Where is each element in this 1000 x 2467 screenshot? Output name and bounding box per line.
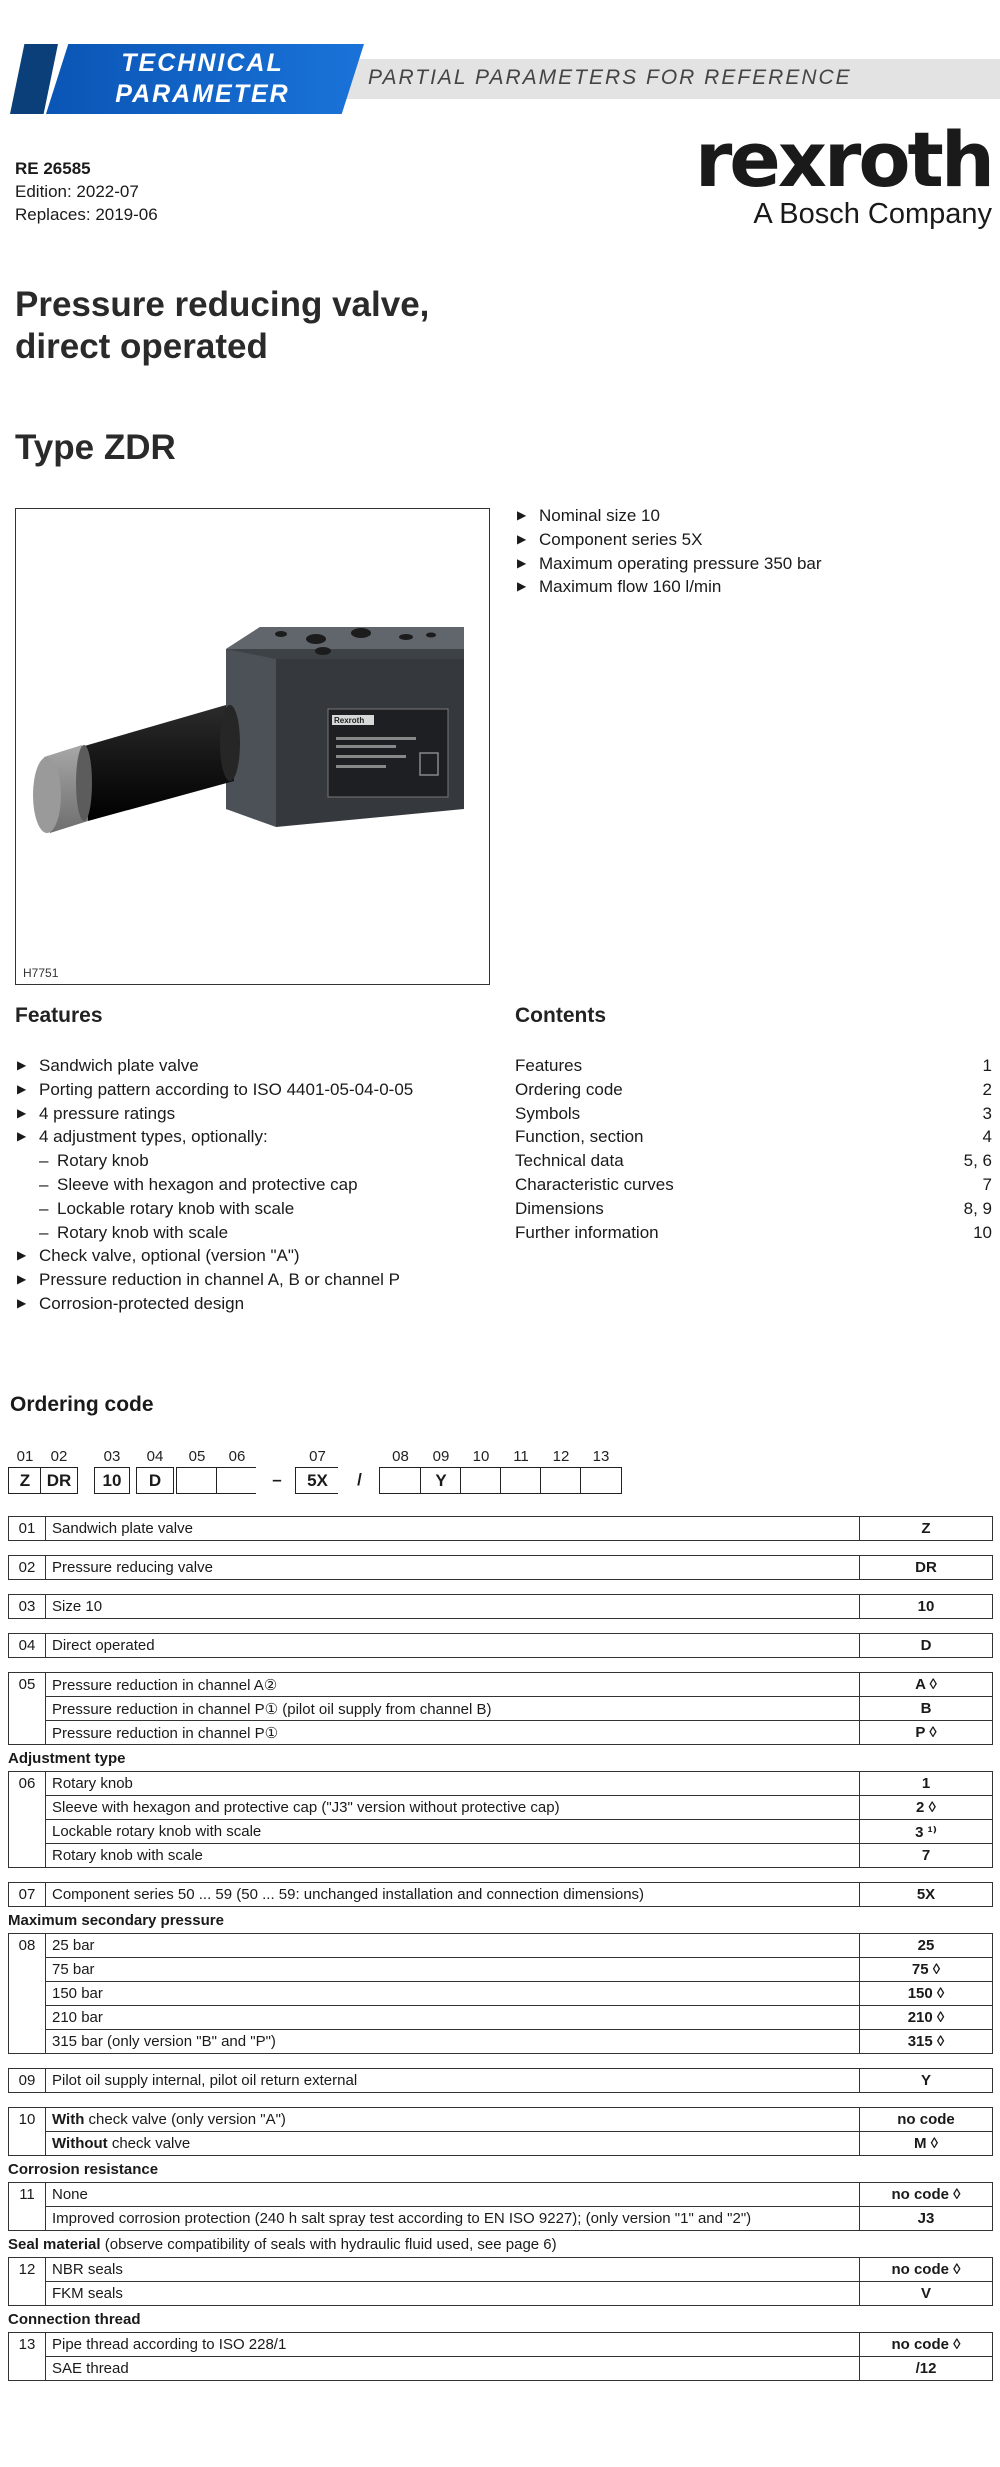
ordering-option-row xyxy=(9,2333,993,2357)
ordering-option-row xyxy=(9,2069,993,2093)
ordering-option-row xyxy=(9,1982,993,2006)
document-number: RE 26585 xyxy=(15,159,91,178)
ordering-position-number: 07 xyxy=(9,1883,46,1907)
code-box xyxy=(176,1467,218,1494)
ordering-option-code: no code ◊ xyxy=(860,2333,993,2357)
ordering-option-code: Y xyxy=(860,2069,993,2093)
highlight-item: ▶ Component series 5X xyxy=(515,528,822,552)
code-position-number: 01 xyxy=(16,1448,34,1465)
ordering-option-description: Without check valve xyxy=(46,2132,860,2156)
ordering-group-label: Maximum secondary pressure xyxy=(8,1912,224,1929)
toc-page: 3 xyxy=(982,1103,992,1123)
feature-subitem: – Lockable rotary knob with scale xyxy=(15,1197,413,1221)
ordering-option-table xyxy=(8,2182,993,2231)
code-box xyxy=(460,1467,502,1494)
ordering-option-description: Pilot oil supply internal, pilot oil return external xyxy=(46,2069,860,2093)
ordering-option-table xyxy=(8,2107,993,2156)
ordering-option-table xyxy=(8,1594,993,1619)
document-edition: Edition: 2022-07 xyxy=(15,182,139,201)
code-position-number: 07 xyxy=(309,1448,326,1465)
ordering-position-number: 13 xyxy=(9,2333,46,2381)
banner-subtitle: PARTIAL PARAMETERS FOR REFERENCE xyxy=(368,66,852,89)
ordering-option-description: 25 bar xyxy=(46,1934,860,1958)
ordering-option-code: no code xyxy=(860,2108,993,2132)
ordering-position-number: 09 xyxy=(9,2069,46,2093)
ordering-option-row xyxy=(9,2258,993,2282)
valve-illustration xyxy=(16,509,489,984)
ordering-option-code: 7 xyxy=(860,1844,993,1868)
ordering-option-description: None xyxy=(46,2183,860,2207)
ordering-group-label: Seal material (observe compatibility of seals with hydraulic fluid used, see page 6) xyxy=(8,2236,557,2253)
banner-title-line2: PARAMETER xyxy=(115,80,290,108)
plate-label: Rexroth xyxy=(334,716,365,725)
ordering-option-row xyxy=(9,1958,993,1982)
ordering-option-description: Rotary knob xyxy=(46,1772,860,1796)
ordering-option-table xyxy=(8,1555,993,1580)
ordering-option-code: 210 ◊ xyxy=(860,2006,993,2030)
toc-label: Symbols xyxy=(515,1103,581,1123)
ordering-option-code: B xyxy=(860,1697,993,1721)
ordering-option-description: Lockable rotary knob with scale xyxy=(46,1820,860,1844)
ordering-position-number: 10 xyxy=(9,2108,46,2156)
ordering-option-code: no code ◊ xyxy=(860,2258,993,2282)
toc-page: 5, 6 xyxy=(963,1151,992,1171)
ordering-option-row xyxy=(9,1697,993,1721)
ordering-position-number: 02 xyxy=(9,1556,46,1580)
document-meta xyxy=(15,157,158,226)
image-caption: H7751 xyxy=(23,966,59,980)
ordering-option-code: DR xyxy=(860,1556,993,1580)
ordering-option-row xyxy=(9,1595,993,1619)
features-heading: Features xyxy=(15,1004,103,1027)
brand-tagline: A Bosch Company xyxy=(753,198,992,230)
code-box: / xyxy=(338,1467,381,1494)
toc-entry[interactable] xyxy=(515,1078,992,1102)
ordering-option-row xyxy=(9,1820,993,1844)
feature-item: ▶ 4 pressure ratings xyxy=(15,1102,413,1126)
ordering-option-row xyxy=(9,1844,993,1868)
ordering-option-code: P ◊ xyxy=(860,1721,993,1745)
ordering-option-description: Sleeve with hexagon and protective cap ("J3" version without protective cap) xyxy=(46,1796,860,1820)
ordering-option-table xyxy=(8,1633,993,1658)
code-box: Z xyxy=(8,1467,42,1494)
ordering-option-row xyxy=(9,1673,993,1697)
ordering-option-description: Pressure reduction in channel P① xyxy=(46,1721,860,1745)
code-position-number: 12 xyxy=(552,1448,570,1465)
ordering-position-number: 12 xyxy=(9,2258,46,2306)
ordering-option-row xyxy=(9,2132,993,2156)
ordering-position-number: 11 xyxy=(9,2183,46,2231)
ordering-option-description: Pressure reduction in channel A② xyxy=(46,1673,860,1697)
ordering-option-table xyxy=(8,2332,993,2381)
ordering-option-description: With check valve (only version "A") xyxy=(46,2108,860,2132)
ordering-option-description: Component series 50 ... 59 (50 ... 59: unchanged installation and connection dimensions) xyxy=(46,1883,860,1907)
ordering-option-description: Pressure reducing valve xyxy=(46,1556,860,1580)
ordering-position-number: 01 xyxy=(9,1517,46,1541)
toc-entry[interactable] xyxy=(515,1197,992,1221)
ordering-option-code: Z xyxy=(860,1517,993,1541)
ordering-option-code: 10 xyxy=(860,1595,993,1619)
ordering-option-description: Improved corrosion protection (240 h salt spray test according to EN ISO 9227); (only version "1" and "2") xyxy=(46,2207,860,2231)
ordering-option-table xyxy=(8,1933,993,2054)
toc-entry[interactable] xyxy=(515,1125,992,1149)
feature-item: ▶ Corrosion-protected design xyxy=(15,1292,413,1316)
ordering-option-code: J3 xyxy=(860,2207,993,2231)
ordering-option-row xyxy=(9,2282,993,2306)
ordering-option-description: Pipe thread according to ISO 228/1 xyxy=(46,2333,860,2357)
ordering-option-description: FKM seals xyxy=(46,2282,860,2306)
table-of-contents xyxy=(515,1054,992,1244)
ordering-position-number: 04 xyxy=(9,1634,46,1658)
code-position-number: 11 xyxy=(513,1448,529,1465)
feature-item: ▶ Pressure reduction in channel A, B or channel P xyxy=(15,1268,413,1292)
code-box xyxy=(379,1467,422,1494)
ordering-option-description: 210 bar xyxy=(46,2006,860,2030)
ordering-option-code: 315 ◊ xyxy=(860,2030,993,2054)
ordering-option-table xyxy=(8,2257,993,2306)
code-position-number: 10 xyxy=(472,1448,490,1465)
code-box: DR xyxy=(40,1467,78,1494)
ordering-option-code: V xyxy=(860,2282,993,2306)
code-box xyxy=(580,1467,622,1494)
code-box: 10 xyxy=(94,1467,130,1494)
ordering-option-row xyxy=(9,1772,993,1796)
code-box: – xyxy=(256,1467,298,1494)
toc-label: Dimensions xyxy=(515,1198,604,1218)
code-position-number: 05 xyxy=(188,1448,206,1465)
ordering-group-label: Adjustment type xyxy=(8,1750,126,1767)
ordering-option-description: Sandwich plate valve xyxy=(46,1517,860,1541)
ordering-option-description: Rotary knob with scale xyxy=(46,1844,860,1868)
code-position-number: 08 xyxy=(392,1448,409,1465)
code-box xyxy=(216,1467,258,1494)
ordering-option-row xyxy=(9,1883,993,1907)
toc-page: 8, 9 xyxy=(963,1198,992,1218)
toc-label: Features xyxy=(515,1056,583,1075)
page-title xyxy=(15,284,515,368)
code-box xyxy=(500,1467,542,1494)
feature-item: ▶ Check valve, optional (version "A") xyxy=(15,1244,413,1268)
toc-label: Characteristic curves xyxy=(515,1174,674,1194)
ordering-option-code: no code ◊ xyxy=(860,2183,993,2207)
feature-item: ▶ Sandwich plate valve xyxy=(15,1054,413,1078)
code-position-number xyxy=(338,1447,381,1467)
ordering-option-description: Size 10 xyxy=(46,1595,860,1619)
type-title: Type ZDR xyxy=(15,428,176,467)
code-box xyxy=(540,1467,582,1494)
document-replaces: Replaces: 2019-06 xyxy=(15,205,158,224)
feature-subitem: – Sleeve with hexagon and protective cap xyxy=(15,1173,413,1197)
ordering-option-row xyxy=(9,1721,993,1745)
feature-subitem: – Rotary knob with scale xyxy=(15,1221,413,1245)
ordering-option-code: 150 ◊ xyxy=(860,1982,993,2006)
ordering-option-code: D xyxy=(860,1634,993,1658)
ordering-group-label: Corrosion resistance xyxy=(8,2161,159,2178)
ordering-option-row xyxy=(9,1556,993,1580)
ordering-option-code: 75 ◊ xyxy=(860,1958,993,1982)
toc-page: 1 xyxy=(982,1056,992,1075)
code-position-number: 13 xyxy=(592,1448,610,1465)
ordering-option-table xyxy=(8,1516,993,1541)
ordering-option-table xyxy=(8,2068,993,2093)
brand-logo xyxy=(694,115,992,230)
ordering-option-table xyxy=(8,1882,993,1907)
toc-label: Further information xyxy=(515,1222,659,1242)
ordering-position-number: 03 xyxy=(9,1595,46,1619)
ordering-option-row xyxy=(9,2030,993,2054)
code-position-number xyxy=(256,1447,298,1467)
highlight-item: ▶ Maximum operating pressure 350 bar xyxy=(515,552,822,576)
ordering-option-row xyxy=(9,2357,993,2381)
ordering-option-table xyxy=(8,1771,993,1868)
code-box: D xyxy=(136,1467,174,1494)
ordering-option-description: 150 bar xyxy=(46,1982,860,2006)
brand-name: rexroth xyxy=(694,115,992,204)
ordering-option-code: 5X xyxy=(860,1883,993,1907)
toc-label: Technical data xyxy=(515,1151,624,1171)
banner-title-line1: TECHNICAL xyxy=(121,49,284,77)
ordering-option-description: Pressure reduction in channel P① (pilot oil supply from channel B) xyxy=(46,1697,860,1721)
feature-subitem: – Rotary knob xyxy=(15,1149,413,1173)
toc-page: 2 xyxy=(982,1079,992,1099)
ordering-position-number: 08 xyxy=(9,1934,46,2054)
ordering-position-number: 05 xyxy=(9,1673,46,1745)
ordering-option-code: /12 xyxy=(860,2357,993,2381)
ordering-option-table xyxy=(8,1672,993,1745)
ordering-code-heading: Ordering code xyxy=(10,1393,154,1416)
ordering-option-description: NBR seals xyxy=(46,2258,860,2282)
code-position-number: 03 xyxy=(103,1448,121,1465)
ordering-option-description: SAE thread xyxy=(46,2357,860,2381)
feature-item: ▶ Porting pattern according to ISO 4401-05-04-0-05 xyxy=(15,1078,413,1102)
page-title-line2: direct operated xyxy=(15,327,268,366)
ordering-option-description: Direct operated xyxy=(46,1634,860,1658)
toc-entry[interactable] xyxy=(515,1173,992,1197)
highlight-item: ▶ Nominal size 10 xyxy=(515,504,822,528)
code-box: Y xyxy=(420,1467,462,1494)
ordering-option-code: M ◊ xyxy=(860,2132,993,2156)
contents-heading: Contents xyxy=(515,1004,606,1027)
highlight-item: ▶ Maximum flow 160 l/min xyxy=(515,575,822,599)
toc-entry[interactable] xyxy=(515,1221,992,1245)
code-position-number: 04 xyxy=(146,1448,164,1465)
ordering-option-row xyxy=(9,1934,993,1958)
feature-item: ▶ 4 adjustment types, optionally: xyxy=(15,1125,413,1149)
ordering-position-number: 06 xyxy=(9,1772,46,1868)
ordering-option-description: 315 bar (only version "B" and "P") xyxy=(46,2030,860,2054)
toc-label: Ordering code xyxy=(515,1079,623,1099)
ordering-option-description: 75 bar xyxy=(46,1958,860,1982)
code-position-number: 06 xyxy=(228,1448,246,1465)
ordering-option-code: 3 ¹⁾ xyxy=(860,1820,993,1844)
highlights-list xyxy=(515,504,822,599)
header-banner xyxy=(0,40,1000,114)
ordering-code-tables xyxy=(8,1516,993,2381)
ordering-option-row xyxy=(9,1796,993,1820)
toc-label: Function, section xyxy=(515,1127,644,1147)
toc-page: 10 xyxy=(973,1222,992,1242)
ordering-option-row xyxy=(9,2207,993,2231)
ordering-option-code: 1 xyxy=(860,1772,993,1796)
toc-page: 7 xyxy=(982,1174,992,1194)
ordering-option-row xyxy=(9,2006,993,2030)
ordering-group-label: Connection thread xyxy=(8,2311,141,2328)
toc-entry[interactable] xyxy=(515,1149,992,1173)
banner-title xyxy=(80,48,325,110)
ordering-option-row xyxy=(9,1517,993,1541)
features-list xyxy=(15,1054,413,1316)
toc-entry[interactable] xyxy=(515,1054,992,1078)
ordering-option-row xyxy=(9,2183,993,2207)
page-title-line1: Pressure reducing valve, xyxy=(15,285,430,324)
code-box: 5X xyxy=(295,1467,340,1494)
ordering-option-code: 25 xyxy=(860,1934,993,1958)
ordering-option-row xyxy=(9,2108,993,2132)
ordering-option-row xyxy=(9,1634,993,1658)
ordering-option-code: 2 ◊ xyxy=(860,1796,993,1820)
toc-page: 4 xyxy=(982,1127,992,1147)
toc-entry[interactable] xyxy=(515,1102,992,1126)
ordering-option-code: A ◊ xyxy=(860,1673,993,1697)
code-position-number: 09 xyxy=(432,1448,450,1465)
code-position-number: 02 xyxy=(50,1448,68,1465)
product-image xyxy=(15,508,490,985)
